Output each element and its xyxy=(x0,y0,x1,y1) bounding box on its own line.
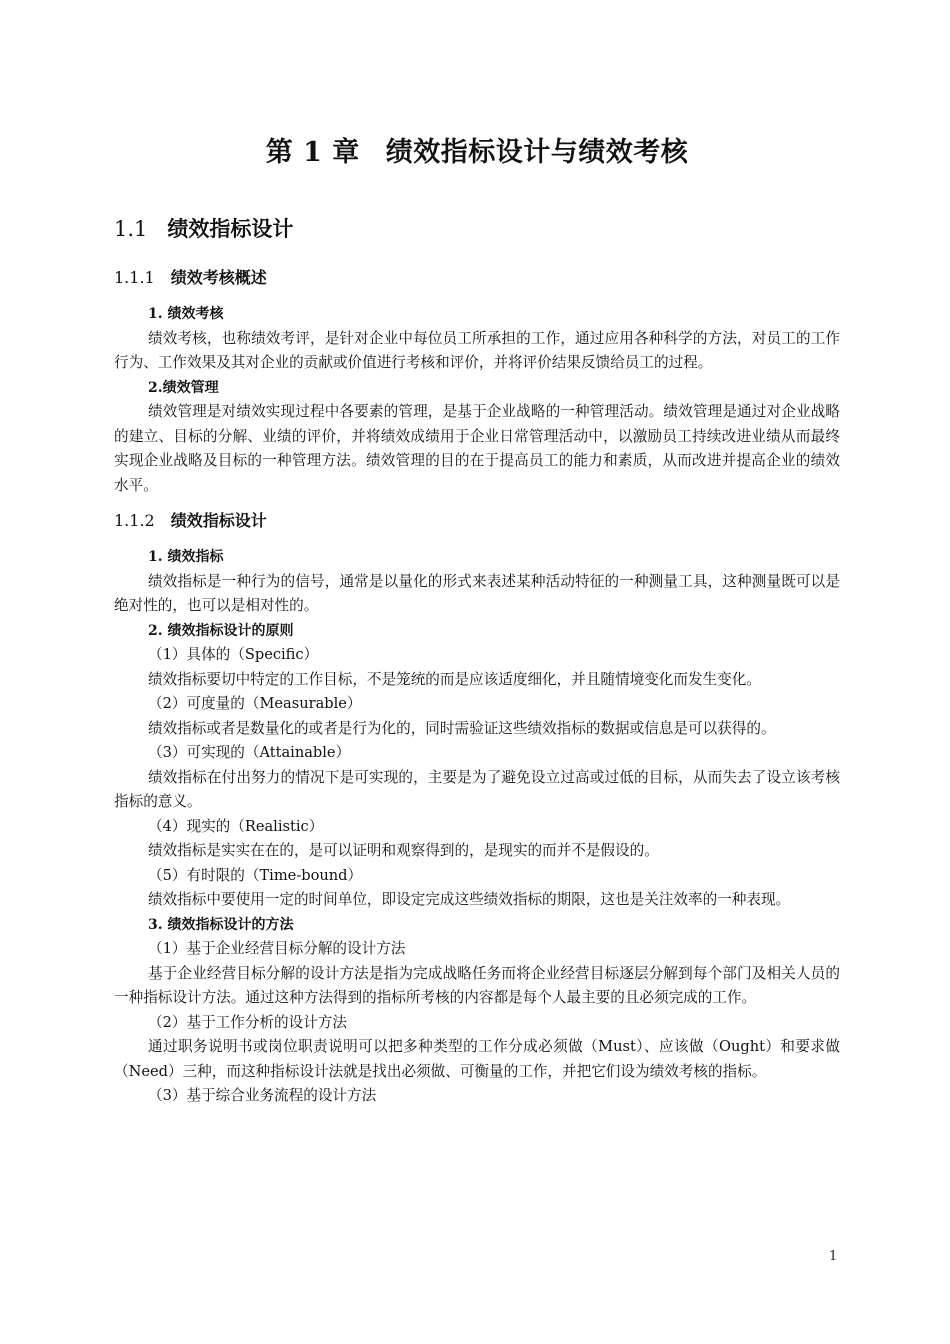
list-item-heading: （1）基于企业经营目标分解的设计方法 xyxy=(148,940,406,957)
section-heading-1-1 xyxy=(114,213,840,243)
paragraph-heading: 3. 绩效指标设计的方法 xyxy=(148,916,294,933)
list-item-heading: （4）现实的（Realistic） xyxy=(148,817,324,835)
paragraph-heading: 1. 绩效指标 xyxy=(148,549,224,565)
list-item-heading: （2）基于工作分析的设计方法 xyxy=(148,1013,348,1031)
subsection-title: 绩效指标设计 xyxy=(170,511,267,530)
chapter-title xyxy=(114,130,840,169)
body-paragraph: 基于企业经营目标分解的设计方法是指为完成战略任务而将企业经营目标逐层分解到每个部门及相关人员的一种指标设计方法。通过这种方法得到的指标所考核的内容都是每个人最主要的且必须完成的工作。 xyxy=(114,964,840,1006)
body-paragraph: 绩效指标或者是数量化的或者是行为化的，同时需验证这些绩效指标的数据或信息是可以获得的。 xyxy=(148,719,776,737)
section-heading-1-1-2 xyxy=(114,508,840,531)
subsection-number: 1.1.1 xyxy=(114,268,155,287)
subsection-body xyxy=(114,545,840,1109)
subsection-body xyxy=(114,302,840,498)
subsection-title: 绩效考核概述 xyxy=(170,268,267,287)
list-item-heading: （3）可实现的（Attainable） xyxy=(148,744,351,761)
body-paragraph: 绩效指标在付出努力的情况下是可实现的，主要是为了避免设立过高或过低的目标，从而失去了设立该考核指标的意义。 xyxy=(114,768,840,810)
body-paragraph: 通过职务说明书或岗位职责说明可以把多种类型的工作分成必须做（Must）、应该做（Ought）和要求做（Need）三种，而这种指标设计法就是找出必须做、可衡量的工作，并把它们设为绩效考核的指标。 xyxy=(114,1038,840,1080)
list-item-heading: （2）可度量的（Measurable） xyxy=(148,695,362,712)
body-paragraph: 绩效考核，也称绩效考评，是针对企业中每位员工所承担的工作，通过应用各种科学的方法，对员工的工作行为、工作效果及其对企业的贡献或价值进行考核和评价，并将评价结果反馈给员工的过程。 xyxy=(114,329,840,371)
section-title: 绩效指标设计 xyxy=(167,216,294,241)
list-item-heading: （3）基于综合业务流程的设计方法 xyxy=(148,1087,377,1104)
page-number: 1 xyxy=(829,1249,838,1264)
subsection-number: 1.1.2 xyxy=(114,511,155,530)
chapter-number: 第 1 章 xyxy=(265,137,360,168)
body-paragraph: 绩效指标是实实在在的，是可以证明和观察得到的，是现实的而并不是假设的。 xyxy=(148,842,659,859)
section-number: 1.1 xyxy=(114,217,148,241)
body-paragraph: 绩效指标中要使用一定的时间单位，即设定完成这些绩效指标的期限，这也是关注效率的一种表现。 xyxy=(148,891,791,908)
page-content xyxy=(114,130,840,1109)
chapter-title-text: 绩效指标设计与绩效考核 xyxy=(385,137,689,168)
body-paragraph: 绩效指标是一种行为的信号，通常是以量化的形式来表述某种活动特征的一种测量工具，这种测量既可以是绝对性的，也可以是相对性的。 xyxy=(114,572,840,614)
list-item-heading: （1）具体的（Specific） xyxy=(148,646,319,663)
body-paragraph: 绩效管理是对绩效实现过程中各要素的管理，是基于企业战略的一种管理活动。绩效管理是通过对企业战略的建立、目标的分解、业绩的评价，并将绩效成绩用于企业日常管理活动中，以激励员工持续改进业绩从而最终实现企业战略及目标的一种管理方法。绩效管理的目的在于提高员工的能力和素质，从而改进并提高企业的绩效水平。 xyxy=(114,403,840,494)
list-item-heading: （5）有时限的（Time-bound） xyxy=(148,866,363,884)
paragraph-heading: 2.绩效管理 xyxy=(148,379,219,396)
body-paragraph: 绩效指标要切中特定的工作目标，不是笼统的而是应该适度细化，并且随情境变化而发生变化。 xyxy=(148,670,761,688)
section-heading-1-1-1 xyxy=(114,265,840,288)
paragraph-heading: 2. 绩效指标设计的原则 xyxy=(148,622,294,639)
paragraph-heading: 1. 绩效考核 xyxy=(148,306,224,322)
